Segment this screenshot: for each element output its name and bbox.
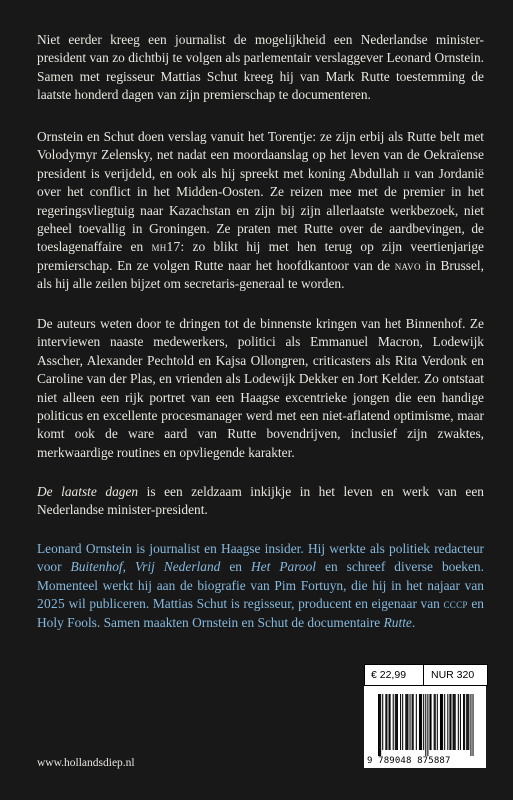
blurb-paragraph-3: De auteurs weten door te dringen tot de binnenste kringen van het Binnenhof. Ze interviewen naaste medewerkers, politici als Emmanuel Macron, Lodewijk Asscher, Alexander Pechtold en Kajsa Ollongren, criticasters als Rita Verdonk en Caroline van der Plas, en vrienden als Lodewijk Dekker en Jort Kelder. Zo ontstaat niet alleen een rijk portret van een Haagse excentrieke jongen die een handige politicus en excellente procesmanager werd met een niet-aflatend optimisme, maar komt ook de ware aard van Rutte bovendrijven, inclusief zijn zwaktes, merkwaardige routines en opvliegende karakter. [37, 316, 484, 460]
barcode-bars [378, 694, 474, 756]
barcode-bar [416, 694, 417, 750]
bio-publication-2: Vrij Nederland [134, 559, 221, 575]
barcode-bar [441, 694, 442, 750]
barcode-bar [380, 694, 381, 756]
barcode-bar [447, 694, 448, 750]
barcode-bar [431, 694, 432, 750]
bio-company: cccp [443, 596, 468, 612]
barcode-bar [407, 694, 408, 750]
price-label [364, 664, 488, 686]
paragraph-2-smallcaps-3: navo [394, 257, 421, 273]
paragraph-2-smallcaps-2: mh17 [151, 239, 181, 255]
paragraph-2-text-3: : zo blikt hij met hen terug op zijn veertienjarige premierschap. En ze volgen Rutte naar het hoofdkantoor van de [37, 239, 484, 273]
barcode-bar [453, 694, 454, 750]
paragraph-2-text-1: Ornstein en Schut doen verslag vanuit het Torentje: ze zijn erbij als Rutte belt met Volodymyr Zelensky, net nadat een moordaanslag op het leven van de Oekraïense president is verijdeld, en ook als hij spreekt met koning Abdullah [37, 129, 484, 181]
bio-separator-2: en [220, 559, 251, 575]
barcode-bar [435, 694, 436, 750]
barcode-bar [466, 694, 467, 750]
publisher-website: www.hollandsdiep.nl [37, 757, 135, 769]
barcode-bar [406, 694, 407, 750]
paragraph-2-text-2: van Jordanië over het conflict in het Midden-Oosten. Ze reizen mee met de premier in het regeringsvliegtuig naar Kazachstan en zijn bij zijn allerlaatste werkbezoek, niet geheel toevallig in Groningen. Ze praten met Rutte over de aardbevingen, de toeslagenaffaire en [37, 165, 484, 255]
barcode-bar [396, 694, 397, 750]
bio-publication-1: Buitenhof [70, 559, 123, 575]
bio-separator-1: , [122, 559, 135, 575]
book-title: De laatste dagen [37, 484, 139, 499]
barcode-bar [440, 694, 441, 750]
isbn-digits: 9 789048 875887 [367, 756, 451, 766]
bio-text-5: . [411, 614, 416, 630]
bio-text-4: en Holy Fools. Samen maakten Ornstein en Schut de documentaire [37, 596, 484, 630]
bio-publication-3: Het Parool [250, 559, 317, 575]
bio-documentary: Rutte [383, 614, 412, 630]
blurb-paragraph-2 [37, 128, 484, 294]
barcode-bar [413, 694, 414, 750]
barcode-bar [427, 694, 428, 756]
barcode-bar [420, 694, 421, 750]
barcode-bar [397, 694, 398, 750]
barcode-bar [385, 694, 386, 750]
barcode-bar [455, 694, 456, 750]
barcode-bar [379, 694, 380, 756]
nur-code: NUR 320 [431, 669, 475, 681]
barcode-bar [464, 694, 465, 750]
barcode-bar [395, 694, 396, 750]
bio-year: 2025 [37, 596, 65, 612]
barcode-bar [412, 694, 413, 750]
barcode-bar [389, 694, 390, 750]
barcode-bar [434, 694, 435, 750]
bio-text-2: en schreef diverse boeken. Momenteel werkt hij aan de biografie van Pim Fortuyn, die hij in het najaar van [37, 559, 484, 593]
barcode-bar [378, 694, 379, 756]
barcode-bar [425, 694, 426, 756]
barcode-bar [463, 694, 464, 750]
barcode-bar [442, 694, 443, 750]
barcode-bar [437, 694, 438, 750]
barcode-bar [467, 694, 468, 750]
barcode-bar [444, 694, 445, 750]
barcode-bar [473, 694, 474, 756]
barcode-bar [470, 694, 471, 756]
barcode-bar [386, 694, 387, 750]
paragraph-2-text-4: in Brussel, als hij alle zeilen bijzet om secretaris-generaal te worden. [37, 257, 485, 292]
barcode-bar [400, 694, 401, 750]
barcode-bar [393, 694, 394, 750]
barcode-bar [405, 694, 406, 750]
barcode-bar [419, 694, 420, 750]
price: € 22,99 [365, 665, 424, 685]
bio-text-1: Leonard Ornstein is journalist en Haagse insider. Hij werkte als politiek redacteur voor [37, 541, 484, 575]
blurb-paragraph-4 [37, 483, 484, 520]
barcode-bar [402, 694, 403, 750]
barcode-bar [460, 694, 461, 750]
author-bio [37, 540, 484, 632]
paragraph-4-text: is een zeldzaam inkijkje in het leven en werk van een Nederlandse minister-president. [37, 484, 484, 518]
barcode-bar [382, 694, 383, 750]
barcode-bar [390, 694, 391, 750]
barcode-bar [450, 694, 451, 750]
barcode-bar [423, 694, 424, 750]
barcode-bar [468, 694, 469, 750]
barcode-bar [449, 694, 450, 750]
paragraph-2-smallcaps-1: ii [403, 165, 411, 181]
isbn-barcode [364, 686, 486, 768]
barcode-bar [421, 694, 422, 750]
barcode-bar [454, 694, 455, 750]
barcode-bar [410, 694, 411, 750]
barcode-bar [458, 694, 459, 750]
barcode-bar [429, 694, 430, 750]
bio-text-3: wil publiceren. Mattias Schut is regisseur, producent en eigenaar van [64, 596, 444, 612]
blurb-paragraph-1: Niet eerder kreeg een journalist de mogelijkheid een Nederlandse minister-president van zo dichtbij te volgen als parlementair verslaggever Leonard Ornstein. Samen met regisseur Mattias Schut kreeg hij van Mark Rutte toestemming de laatste honderd dagen van zijn premierschap te documenteren. [37, 32, 484, 103]
